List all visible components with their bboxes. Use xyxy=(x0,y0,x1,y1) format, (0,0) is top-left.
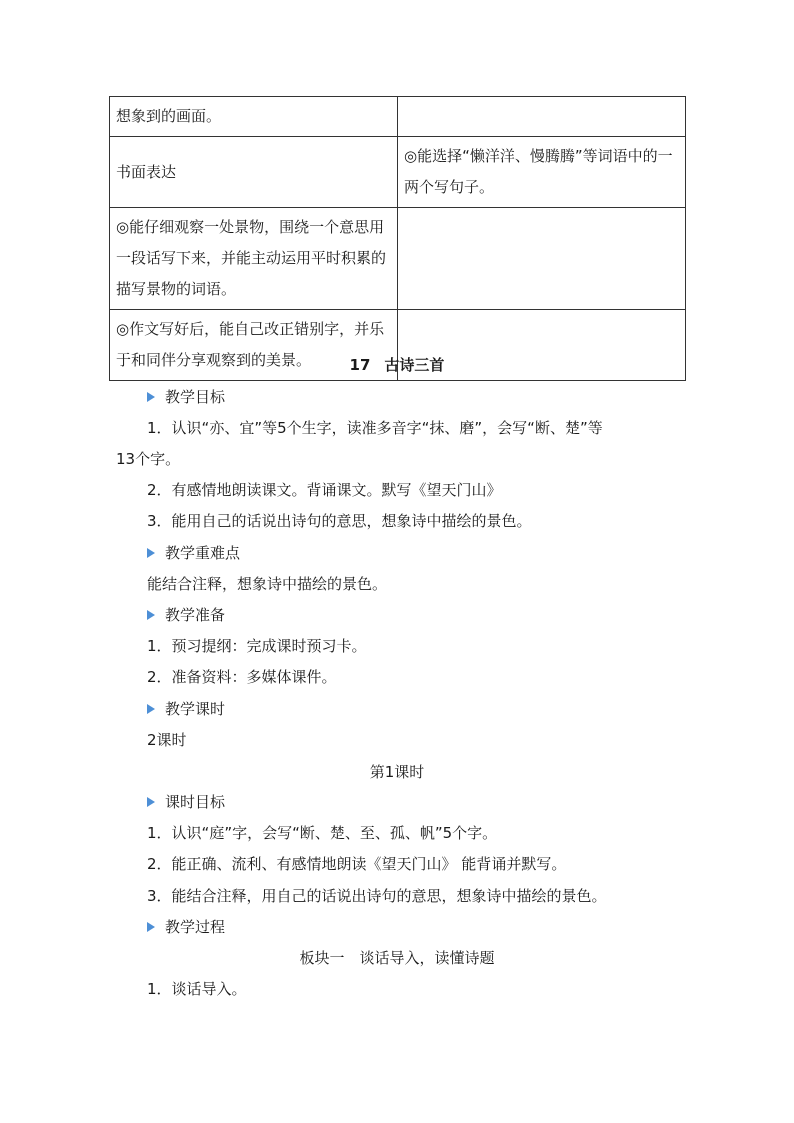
section-heading-key-points xyxy=(147,541,240,565)
section-heading-label: 教学准备 xyxy=(165,606,226,624)
lesson-title xyxy=(0,354,794,376)
section-heading-process xyxy=(147,915,225,939)
section-heading-goals xyxy=(147,385,225,409)
table-cell xyxy=(398,97,686,137)
table-cell: 想象到的画面。 xyxy=(110,97,398,137)
section-heading-label: 教学重难点 xyxy=(165,544,241,562)
triangle-bullet-icon xyxy=(147,610,155,620)
goal-item: 2．有感情地朗读课文。背诵课文。默写《望天门山》 xyxy=(147,481,502,499)
section-heading-period-goals xyxy=(147,790,225,814)
section-heading-label: 课时目标 xyxy=(165,793,226,811)
process-item: 1．谈话导入。 xyxy=(147,980,247,998)
goal-item: 3．能用自己的话说出诗句的意思，想象诗中描绘的景色。 xyxy=(147,512,532,530)
triangle-bullet-icon xyxy=(147,392,155,402)
period-goal-item: 2．能正确、流利、有感情地朗读《望天门山》 能背诵并默写。 xyxy=(147,855,567,873)
section-heading-preparation xyxy=(147,603,225,627)
key-points-text: 能结合注释，想象诗中描绘的景色。 xyxy=(147,575,388,593)
period-goal-item: 1．认识“庭”字，会写“断、楚、至、孤、帆”5个字。 xyxy=(147,824,498,842)
lesson-name: 古诗三首 xyxy=(384,356,445,374)
table-cell: ◎能仔细观察一处景物，围绕一个意思用一段话写下来，并能主动运用平时积累的描写景物的词语。 xyxy=(110,208,398,310)
section-heading-label: 教学过程 xyxy=(165,918,226,936)
triangle-bullet-icon xyxy=(147,548,155,558)
goal-item: 1．认识“亦、宜”等5个生字，读准多音字“抹、磨”，会写“断、楚”等 xyxy=(147,419,603,437)
table-row xyxy=(110,97,686,137)
section-heading-label: 教学目标 xyxy=(165,388,226,406)
table-cell: ◎能选择“懒洋洋、慢腾腾”等词语中的一两个写句子。 xyxy=(398,137,686,208)
preparation-item: 2．准备资料：多媒体课件。 xyxy=(147,668,337,686)
table-cell: 书面表达 xyxy=(110,137,398,208)
preparation-item: 1．预习提纲：完成课时预习卡。 xyxy=(147,637,367,655)
evaluation-table xyxy=(109,96,686,381)
goal-item-continued: 13个字。 xyxy=(116,450,181,468)
section-heading-hours xyxy=(147,697,225,721)
hours-text: 2课时 xyxy=(147,731,187,749)
period-title: 第1课时 xyxy=(369,763,425,781)
table-cell: ◎作文写好后，能自己改正错别字，并乐于和同伴分享观察到的美景。 xyxy=(110,310,398,381)
lesson-number: 17 xyxy=(349,356,371,374)
table-row xyxy=(110,137,686,208)
section-heading-label: 教学课时 xyxy=(165,700,226,718)
table-row xyxy=(110,208,686,310)
triangle-bullet-icon xyxy=(147,704,155,714)
period-goal-item: 3．能结合注释，用自己的话说出诗句的意思，想象诗中描绘的景色。 xyxy=(147,887,607,905)
triangle-bullet-icon xyxy=(147,922,155,932)
table-cell xyxy=(398,208,686,310)
triangle-bullet-icon xyxy=(147,797,155,807)
block-title: 板块一 谈话导入，读懂诗题 xyxy=(299,949,495,967)
